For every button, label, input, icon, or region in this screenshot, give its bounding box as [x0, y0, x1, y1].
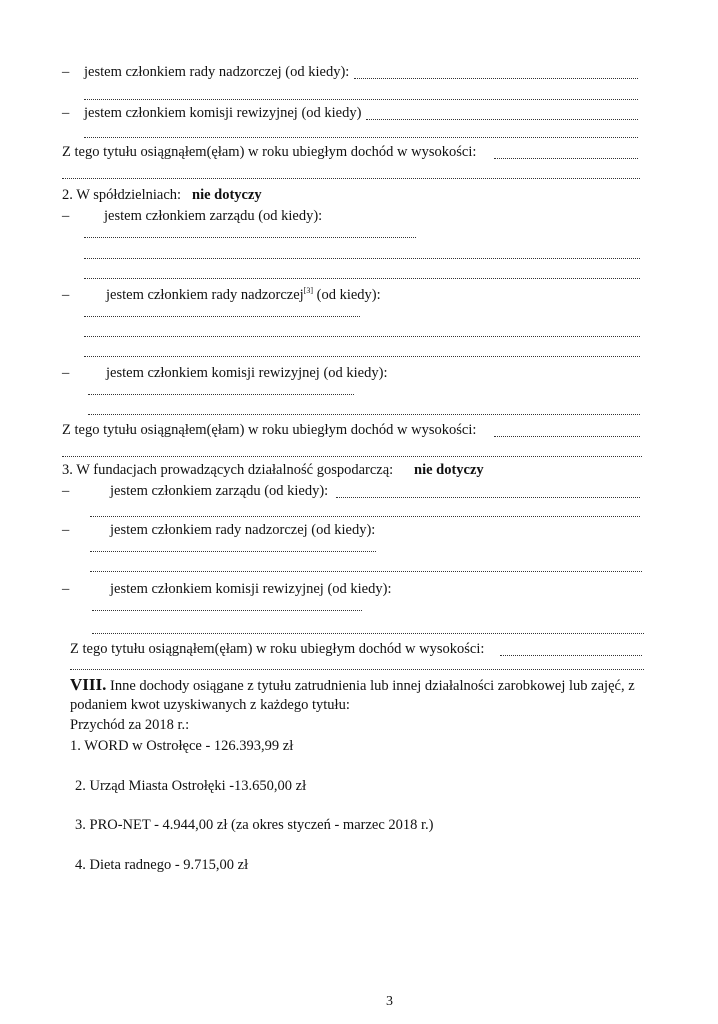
- dash: –: [62, 208, 70, 224]
- dochod-label: Z tego tytułu osiągnąłem(ęłam) w roku ubiegłym dochód w wysokości:: [62, 422, 477, 438]
- fill-line: [336, 497, 640, 498]
- income-item: 4. Dieta radnego - 9.715,00 zł: [75, 857, 249, 873]
- dochod-label: Z tego tytułu osiągnąłem(ęłam) w roku ubiegłym dochód w wysokości:: [62, 144, 477, 160]
- komisja-label: jestem członkiem komisji rewizyjnej (od kiedy): [84, 105, 362, 121]
- komisja-label: jestem członkiem komisji rewizyjnej (od kiedy):: [106, 365, 388, 381]
- section-2-status: nie dotyczy: [192, 187, 262, 203]
- fill-line: [500, 655, 642, 656]
- dash: –: [62, 581, 70, 597]
- fill-line: [84, 99, 638, 100]
- rada-label: jestem członkiem rady nadzorczej (od kiedy):: [84, 64, 350, 80]
- section-8-text-1: Inne dochody osiągane z tytułu zatrudnienia lub innej działalności zarobkowej lub zajęć, z: [110, 678, 635, 694]
- income-item: 2. Urząd Miasta Ostrołęki -13.650,00 zł: [75, 778, 307, 794]
- zarzad-label: jestem członkiem zarządu (od kiedy):: [110, 483, 329, 499]
- fill-line: [84, 316, 360, 317]
- page-number: 3: [386, 994, 393, 1009]
- income-header: Przychód za 2018 r.:: [70, 717, 190, 733]
- fill-line: [88, 394, 354, 395]
- income-item: 1. WORD w Ostrołęce - 126.393,99 zł: [70, 738, 294, 754]
- section-3-heading: 3. W fundacjach prowadzących działalność gospodarczą:: [62, 462, 394, 478]
- fill-line: [62, 178, 640, 179]
- dochod-label: Z tego tytułu osiągnąłem(ęłam) w roku ubiegłym dochód w wysokości:: [70, 641, 485, 657]
- rada-text: jestem członkiem rady nadzorczej: [106, 287, 304, 303]
- komisja-label: jestem członkiem komisji rewizyjnej (od kiedy):: [110, 581, 392, 597]
- section-2-heading: 2. W spółdzielniach:: [62, 187, 182, 203]
- rada-label: jestem członkiem rady nadzorczej (od kiedy):: [110, 522, 376, 538]
- dash: –: [62, 64, 70, 80]
- fill-line: [92, 633, 644, 634]
- fill-line: [90, 571, 642, 572]
- fill-line: [92, 610, 362, 611]
- section-8-numeral: VIII.: [70, 675, 107, 694]
- section-8-text-2: podaniem kwot uzyskiwanych z każdego tytułu:: [70, 697, 350, 713]
- fill-line: [354, 78, 638, 79]
- rada-label: [106, 286, 381, 304]
- section-8-heading: [70, 676, 635, 695]
- dash: –: [62, 483, 70, 499]
- footnote-ref: [3]: [303, 286, 313, 296]
- rada-text-tail: (od kiedy):: [316, 287, 381, 303]
- fill-line: [84, 258, 640, 259]
- fill-line: [84, 356, 640, 357]
- fill-line: [88, 414, 640, 415]
- dash: –: [62, 365, 70, 381]
- fill-line: [494, 158, 638, 159]
- fill-line: [84, 237, 416, 238]
- dash: –: [62, 522, 70, 538]
- fill-line: [70, 669, 644, 670]
- fill-line: [90, 516, 640, 517]
- fill-line: [84, 336, 640, 337]
- fill-line: [90, 551, 376, 552]
- dash: –: [62, 287, 70, 303]
- fill-line: [84, 278, 640, 279]
- fill-line: [84, 137, 638, 138]
- fill-line: [366, 119, 638, 120]
- income-item: 3. PRO-NET - 4.944,00 zł (za okres styczeń - marzec 2018 r.): [75, 817, 434, 833]
- fill-line: [62, 456, 642, 457]
- section-3-status: nie dotyczy: [414, 462, 484, 478]
- dash: –: [62, 105, 70, 121]
- fill-line: [494, 436, 640, 437]
- zarzad-label: jestem członkiem zarządu (od kiedy):: [104, 208, 323, 224]
